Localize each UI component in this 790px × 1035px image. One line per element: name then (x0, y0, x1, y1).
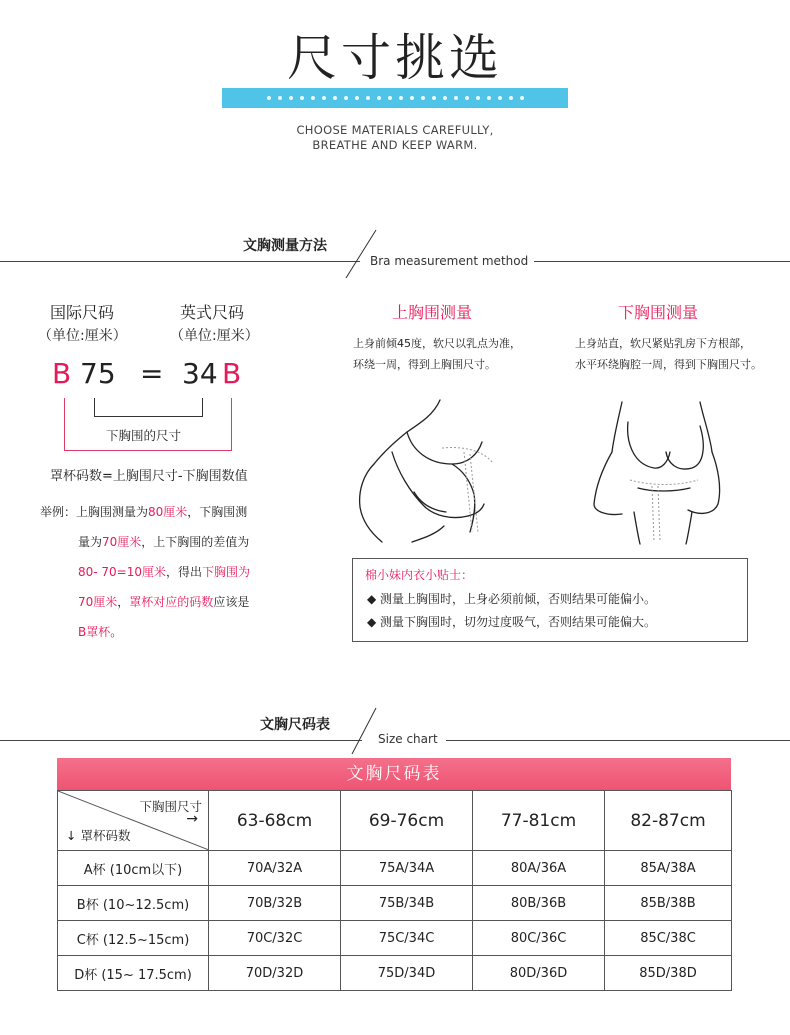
upper-bust-desc: 上身前倾45度，软尺以乳点为准， 环绕一周，得到上胸围尺寸。 (353, 337, 521, 371)
decorative-dot (267, 96, 271, 100)
table-cell: 75B/34B (341, 886, 473, 921)
cup-formula: 罩杯码数=上胸围尺寸-下胸围数值 (50, 469, 248, 484)
decorative-dot (355, 96, 359, 100)
decorative-dot (366, 96, 370, 100)
uk-size-unit: （单位:厘米） (170, 328, 259, 344)
band-size-header: 下胸围尺寸 (139, 799, 202, 814)
red-bracket-bottom (64, 450, 232, 451)
row-label: A杯 (10cm以下) (58, 851, 209, 886)
intl-band-number: 75 (80, 357, 116, 390)
table-row (58, 851, 732, 886)
row-label: B杯 (10~12.5cm) (58, 886, 209, 921)
table-cell: 85C/38C (605, 921, 732, 956)
tip-item-1: ◆ 测量上胸围时，上身必须前倾，否则结果可能偏小。 (367, 592, 657, 606)
table-row (58, 921, 732, 956)
decorative-dot (498, 96, 502, 100)
table-cell: 80A/36A (473, 851, 605, 886)
table-cell: 85A/38A (605, 851, 732, 886)
row-label: D杯 (15~ 17.5cm) (58, 956, 209, 991)
table-cell: 75D/34D (341, 956, 473, 991)
table-cell: 70A/32A (209, 851, 341, 886)
cup-letter-left: B (52, 357, 72, 390)
tips-box (352, 558, 748, 642)
intl-size-unit: （单位:厘米） (38, 328, 127, 344)
decorative-dot (300, 96, 304, 100)
example-line-2: 量为70厘米，上下胸围的差值为 (78, 535, 250, 549)
decorative-dot (443, 96, 447, 100)
cup-size-header: ↓ 罩杯码数 (66, 828, 131, 843)
page-title: 尺寸挑选 (287, 29, 503, 87)
decorative-dot (476, 96, 480, 100)
table-cell: 80B/36B (473, 886, 605, 921)
decorative-dot (520, 96, 524, 100)
decorative-dot (487, 96, 491, 100)
tips-title: 棉小妹内衣小贴士： (365, 568, 474, 582)
table-cell: 70B/32B (209, 886, 341, 921)
column-header: 69-76cm (341, 791, 473, 851)
table-corner-cell (58, 791, 209, 851)
upper-bust-illustration (352, 392, 512, 547)
method-section-subtitle: Bra measurement method (370, 254, 529, 268)
decorative-dot (388, 96, 392, 100)
decorative-dot (311, 96, 315, 100)
example-line-1: 举例：上胸围测量为80厘米，下胸围测 (40, 505, 248, 519)
table-header-row (58, 791, 732, 851)
equals-sign: = (140, 357, 164, 390)
decorative-dot (432, 96, 436, 100)
chart-divider-right (446, 740, 790, 741)
table-cell: 70D/32D (209, 956, 341, 991)
section-divider-right (534, 261, 790, 262)
table-cell: 80C/36C (473, 921, 605, 956)
subtitle-line-1: CHOOSE MATERIALS CAREFULLY, (296, 123, 494, 137)
example-line-4: 70厘米，罩杯对应的码数应该是 (78, 595, 250, 609)
chart-divider-left (0, 740, 362, 741)
under-bust-title: 下胸围测量 (618, 303, 699, 322)
table-row (58, 956, 732, 991)
arrow-right-icon: → (186, 811, 198, 827)
tip-item-2: ◆ 测量下胸围时，切勿过度吸气，否则结果可能偏大。 (367, 615, 657, 629)
black-bracket-left (94, 398, 95, 416)
intl-size-label: 国际尺码 (50, 303, 115, 322)
decorative-dot (344, 96, 348, 100)
subtitle-line-2: BREATHE AND KEEP WARM. (312, 138, 478, 152)
table-cell: 80D/36D (473, 956, 605, 991)
table-cell: 85D/38D (605, 956, 732, 991)
size-chart-banner: 文胸尺码表 (57, 758, 731, 790)
example-paragraph (40, 497, 280, 647)
row-label: C杯 (12.5~15cm) (58, 921, 209, 956)
decorative-dot (399, 96, 403, 100)
decorative-dot (465, 96, 469, 100)
decorative-dot (454, 96, 458, 100)
black-bracket-bottom (94, 416, 203, 417)
section-divider-left (0, 261, 360, 262)
red-bracket-right (231, 398, 232, 450)
column-header: 63-68cm (209, 791, 341, 851)
table-row (58, 886, 732, 921)
table-cell: 75C/34C (341, 921, 473, 956)
column-header: 82-87cm (605, 791, 732, 851)
cup-letter-right: B (222, 357, 242, 390)
method-section-title: 文胸测量方法 (243, 238, 327, 254)
table-cell: 70C/32C (209, 921, 341, 956)
decorative-dot (322, 96, 326, 100)
example-line-3: 80- 70=10厘米，得出下胸围为 (78, 565, 251, 579)
decorative-dot (377, 96, 381, 100)
decorative-dot (333, 96, 337, 100)
example-line-5: B罩杯。 (78, 625, 123, 639)
title-underline-bar (222, 88, 568, 108)
uk-band-number: 34 (182, 357, 218, 390)
size-table (57, 790, 732, 991)
decorative-dot (509, 96, 513, 100)
under-bust-label: 下胸围的尺寸 (106, 428, 182, 443)
decorative-dot (410, 96, 414, 100)
under-bust-desc: 上身站直，软尺紧贴乳房下方根部， 水平环绕胸腔一周，得到下胸围尺寸。 (575, 337, 762, 371)
table-cell: 85B/38B (605, 886, 732, 921)
upper-bust-title: 上胸围测量 (392, 303, 473, 322)
table-cell: 75A/34A (341, 851, 473, 886)
under-bust-illustration (582, 392, 742, 547)
decorative-dot (278, 96, 282, 100)
red-bracket-left (64, 398, 65, 450)
black-bracket-right (202, 398, 203, 416)
chart-slash-divider (346, 706, 380, 756)
decorative-dot (289, 96, 293, 100)
column-header: 77-81cm (473, 791, 605, 851)
chart-section-subtitle: Size chart (378, 732, 438, 746)
chart-section-title: 文胸尺码表 (260, 717, 330, 733)
uk-size-label: 英式尺码 (180, 303, 245, 322)
decorative-dot (421, 96, 425, 100)
